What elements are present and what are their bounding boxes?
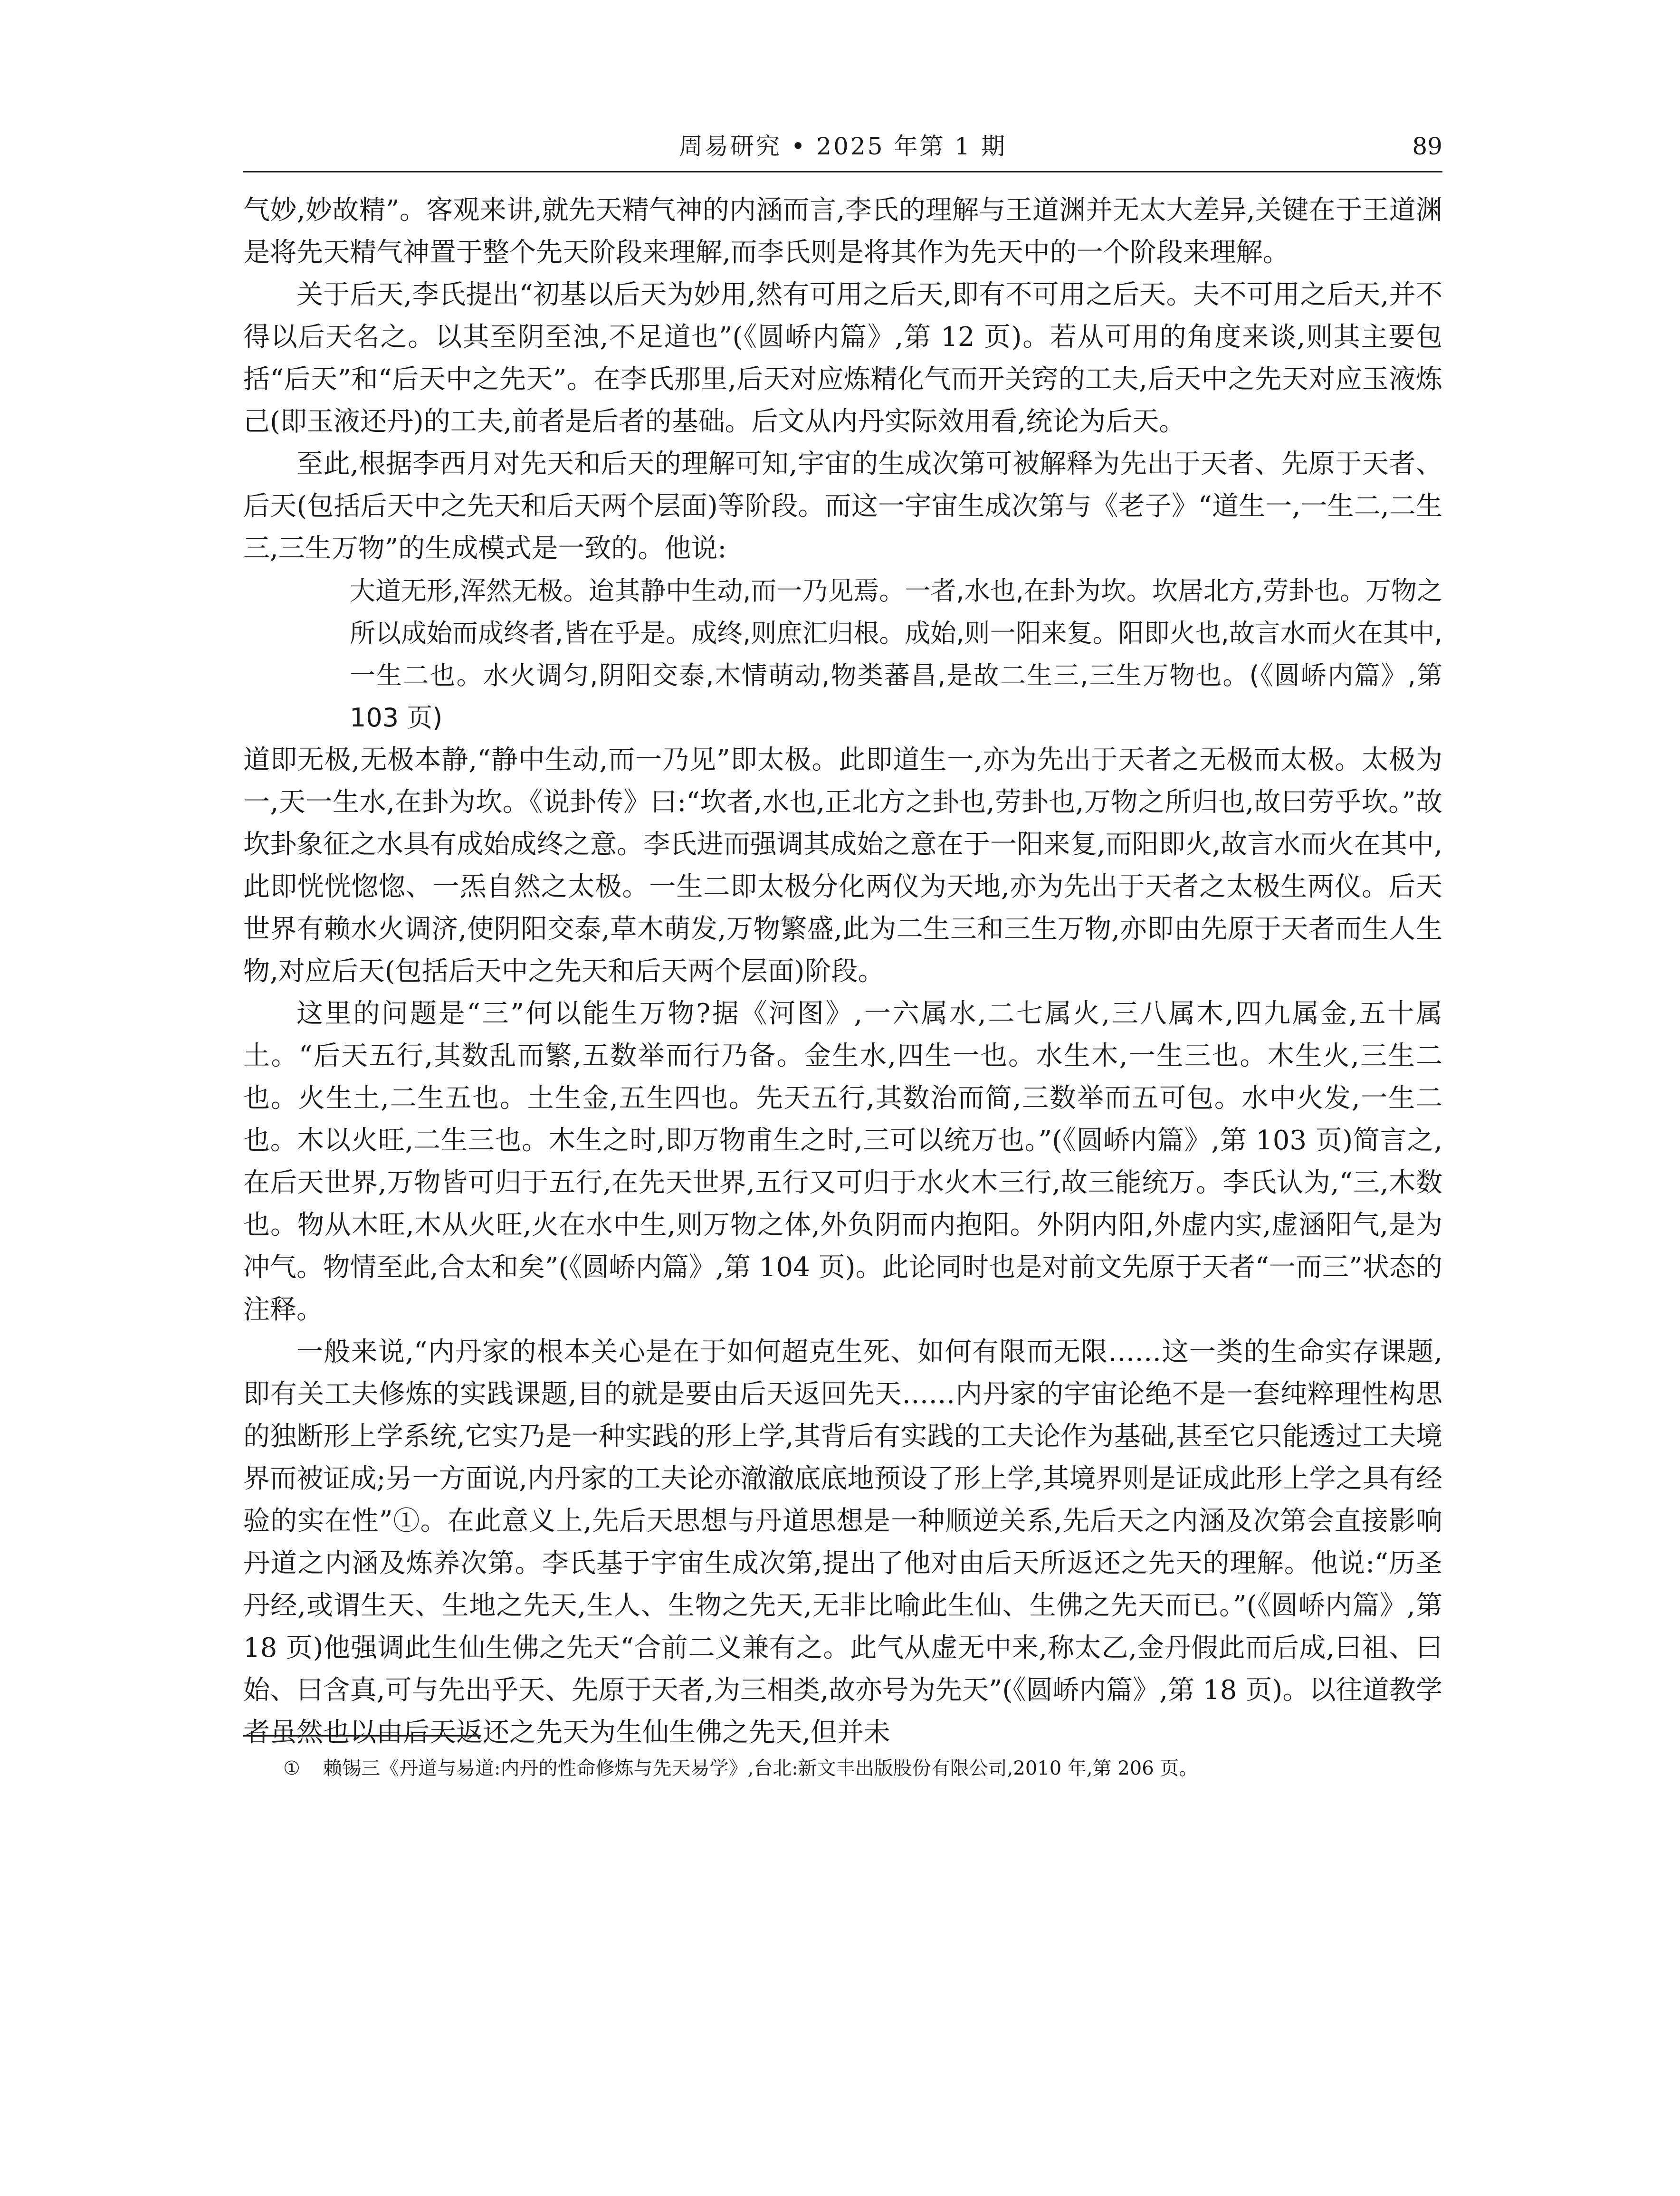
- block-quote: [243, 570, 1442, 739]
- footnote: [283, 1753, 1442, 1784]
- paragraph-2: 关于后天,李氏提出“初基以后天为妙用,然有可用之后天,即有不可用之后天。夫不可用之后天,并不得以后天名之。以其至阴至浊,不足道也”(《圆峤内篇》,第 12 页)。若从可用的角度来谈,则其主要包括“后天”和“后天中之先天”。在李氏那里,后天对应炼精化气而开关窍的工夫,后天中之先天对应玉液炼己(即玉液还丹)的工夫,前者是后者的基础。后文从内丹实际效用看,统论为后天。: [243, 279, 1442, 437]
- footnote-mark: ①: [283, 1757, 300, 1779]
- footnote-rule: [243, 1735, 481, 1737]
- paragraph-6: 一般来说,“内丹家的根本关心是在于如何超克生死、如何有限而无限……这一类的生命实存课题,即有关工夫修炼的实践课题,目的就是要由后天返回先天……内丹家的宇宙论绝不是一套纯粹理性构思的独断形上学系统,它实乃是一种实践的形上学,其背后有实践的工夫论作为基础,甚至它只能透过工夫境界而被证成;另一方面说,内丹家的工夫论亦澈澈底底地预设了形上学,其境界则是证成此形上学之具有经验的实在性”①。在此意义上,先后天思想与丹道思想是一种顺逆关系,先后天之内涵及次第会直接影响丹道之内涵及炼养次第。李氏基于宇宙生成次第,提出了他对由后天所返还之先天的理解。他说:“历圣丹经,或谓生天、生地之先天,生人、生物之先天,无非比喻此生仙、生佛之先天而已。”(《圆峤内篇》,第 18 页)他强调此生仙生佛之先天“合前二义兼有之。此气从虚无中来,称太乙,金丹假此而后成,曰祖、曰始、曰含真,可与先出乎天、先原于天者,为三相类,故亦号为先天”(《圆峤内篇》,第 18 页)。以往道教学者虽然也以由后天返还之先天为生仙生佛之先天,但并未: [243, 1337, 1442, 1748]
- running-header: [243, 127, 1442, 165]
- journal-title: 周易研究 • 2025 年第 1 期: [678, 133, 1007, 160]
- footnote-text: 赖锡三《丹道与易道:内丹的性命修炼与先天易学》,台北:新文丰出版股份有限公司,2010 年,第 206 页。: [323, 1757, 1198, 1779]
- paragraph-5: 这里的问题是“三”何以能生万物?据《河图》,一六属水,二七属火,三八属木,四九属金,五十属土。“后天五行,其数乱而繁,五数举而行乃备。金生水,四生一也。水生木,一生三也。木生火,三生二也。火生土,二生五也。土生金,五生四也。先天五行,其数治而简,三数举而五可包。水中火发,一生二也。木以火旺,二生三也。木生之时,即万物甫生之时,三可以统万也。”(《圆峤内篇》,第 103 页)简言之,在后天世界,万物皆可归于五行,在先天世界,五行又可归于水火木三行,故三能统万。李氏认为,“三,木数也。物从木旺,木从火旺,火在水中生,则万物之体,外负阴而内抱阳。外阴内阳,外虚内实,虚涵阳气,是为冲气。物情至此,合太和矣”(《圆峤内篇》,第 104 页)。此论同时也是对前文先原于天者“一而三”状态的注释。: [243, 998, 1443, 1325]
- paragraph-1: 气妙,妙故精”。客观来讲,就先天精气神的内涵而言,李氏的理解与王道渊并无太大差异,关键在于王道渊是将先天精气神置于整个先天阶段来理解,而李氏则是将其作为先天中的一个阶段来理解。: [243, 195, 1442, 268]
- main-text: [243, 189, 1442, 1754]
- page-number: 89: [1412, 133, 1442, 160]
- header-rule: [243, 171, 1442, 172]
- paragraph-4: 道即无极,无极本静,“静中生动,而一乃见”即太极。此即道生一,亦为先出于天者之无极而太极。太极为一,天一生水,在卦为坎。《说卦传》曰:“坎者,水也,正北方之卦也,劳卦也,万物之所归也,故曰劳乎坎。”故坎卦象征之水具有成始成终之意。李氏进而强调其成始之意在于一阳来复,而阳即火,故言水而火在其中,此即恍恍惚惚、一炁自然之太极。一生二即太极分化两仪为天地,亦为先出于天者之太极生两仪。后天世界有赖水火调济,使阴阳交泰,草木萌发,万物繁盛,此为二生三和三生万物,亦即由先原于天者而生人生物,对应后天(包括后天中之先天和后天两个层面)阶段。: [243, 745, 1442, 987]
- paragraph-3: 至此,根据李西月对先天和后天的理解可知,宇宙的生成次第可被解释为先出于天者、先原于天者、后天(包括后天中之先天和后天两个层面)等阶段。而这一宇宙生成次第与《老子》“道生一,一生二,二生三,三生万物”的生成模式是一致的。他说:: [243, 449, 1442, 564]
- block-quote-text: 大道无形,浑然无极。迨其静中生动,而一乃见焉。一者,水也,在卦为坎。坎居北方,劳卦也。万物之所以成始而成终者,皆在乎是。成终,则庶汇归根。成始,则一阳来复。阳即火也,故言水而火在其中,一生二也。水火调匀,阴阳交泰,木情萌动,物类蕃昌,是故二生三,三生万物也。(《圆峤内篇》,第 103 页): [350, 576, 1442, 733]
